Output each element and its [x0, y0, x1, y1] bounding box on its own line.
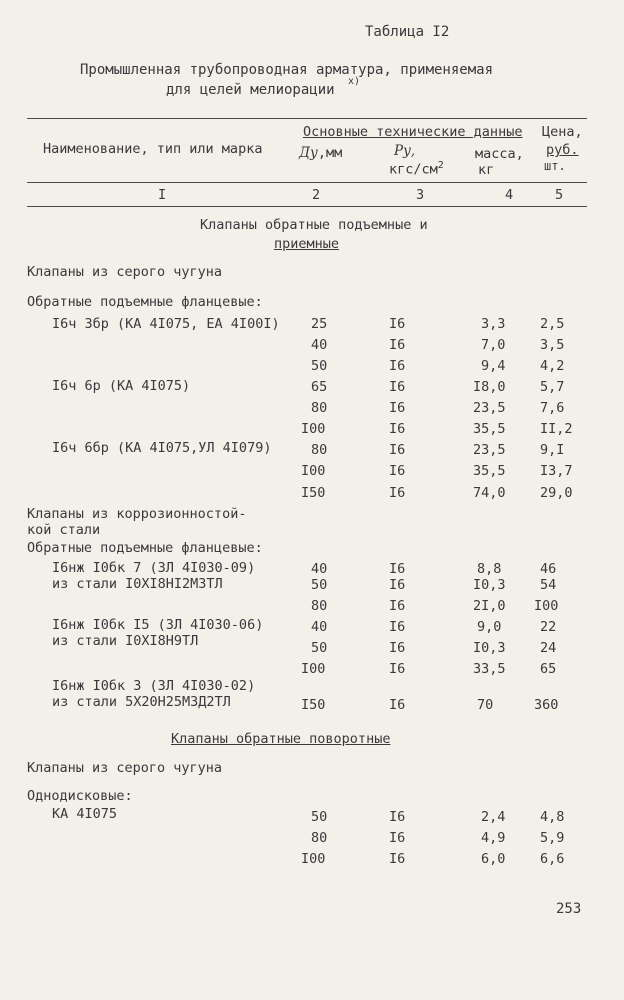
header-py-unit	[389, 160, 444, 178]
table-title-line1: Промышленная трубопроводная арматура, применяемая	[80, 62, 494, 78]
cell-price: 3,5	[540, 337, 565, 353]
cell-mass: 9,4	[481, 358, 506, 374]
cell-price: 9,I	[540, 442, 565, 458]
item-16nzh10bk3-l2: из стали 5X20H25M3Д2TЛ	[52, 694, 231, 710]
cell-mass: 4,9	[481, 830, 506, 846]
table-top-rule	[27, 118, 587, 119]
cell-mass: 2I,0	[473, 598, 506, 614]
header-tech-data: Основные технические данные	[303, 124, 523, 140]
table-label: Таблица I2	[365, 24, 450, 40]
cell-py: I6	[389, 809, 406, 825]
cell-price: 4,8	[540, 809, 565, 825]
cell-py: I6	[389, 619, 406, 635]
cell-price: 6,6	[540, 851, 565, 867]
header-mid-rule	[27, 182, 587, 183]
cell-price: 5,7	[540, 379, 565, 395]
item-16ch3br: I6ч 3бр (КА 4I075, ЕА 4I00I)	[52, 316, 280, 332]
header-price-l1: Цена,	[542, 124, 583, 140]
cell-price: 5,9	[540, 830, 565, 846]
col-number-5: 5	[555, 187, 564, 203]
cell-price: 29,0	[540, 485, 573, 501]
group-corrosion-l1: Клапаны из коррозионностой-	[27, 506, 247, 522]
cell-py: I6	[389, 400, 406, 416]
cell-mass: 35,5	[473, 421, 506, 437]
cell-mass: 23,5	[473, 400, 506, 416]
cell-dy: 65	[311, 379, 328, 395]
cell-price: 46	[540, 561, 557, 577]
cell-py: I6	[389, 358, 406, 374]
header-dy-unit: ,мм	[317, 145, 343, 161]
cell-dy: 80	[311, 400, 328, 416]
section-heading-lift-l1: Клапаны обратные подъемные и	[200, 217, 428, 233]
cell-mass: 2,4	[481, 809, 506, 825]
page-number: 253	[556, 901, 582, 917]
cell-py: I6	[389, 337, 406, 353]
cell-mass: I0,3	[473, 640, 506, 656]
cell-price: 2,5	[540, 316, 565, 332]
cell-price: 7,6	[540, 400, 565, 416]
cell-dy: 40	[311, 561, 328, 577]
cell-mass: 35,5	[473, 463, 506, 479]
cell-py: I6	[389, 421, 406, 437]
cell-py: I6	[389, 561, 406, 577]
section-heading-swing: Клапаны обратные поворотные	[171, 731, 391, 747]
cell-mass: I8,0	[473, 379, 506, 395]
item-16nzh10bk3-l1: I6нж I0бк 3 (ЗЛ 4I030-02)	[52, 678, 256, 694]
cell-mass: 70	[477, 697, 494, 713]
footnote-mark: x)	[348, 76, 361, 87]
item-16ch6br: I6ч 6бр (КА 4I075,УЛ 4I079)	[52, 440, 272, 456]
cell-py: I6	[389, 485, 406, 501]
cell-dy: 40	[311, 619, 328, 635]
cell-price: 22	[540, 619, 557, 635]
cell-dy: 50	[311, 358, 328, 374]
cell-py: I6	[389, 316, 406, 332]
header-mass-l1: масса,	[475, 146, 524, 162]
header-py-unit-text: кгс/см	[389, 161, 438, 178]
cell-dy: 25	[311, 316, 328, 332]
cell-py: I6	[389, 640, 406, 656]
cell-mass: I0,3	[473, 577, 506, 593]
cell-mass: 23,5	[473, 442, 506, 458]
cell-mass: 33,5	[473, 661, 506, 677]
cell-py: I6	[389, 697, 406, 713]
item-16nzh10bk15-l1: I6нж I0бк I5 (ЗЛ 4I030-06)	[52, 617, 264, 633]
cell-price: 54	[540, 577, 557, 593]
group-gray-iron: Клапаны из серого чугуна	[27, 264, 223, 280]
cell-py: I6	[389, 463, 406, 479]
group-gray-iron-2: Клапаны из серого чугуна	[27, 760, 223, 776]
cell-dy: I00	[301, 661, 326, 677]
header-dy-symbol: Ду	[299, 145, 318, 161]
cell-dy: I00	[301, 463, 326, 479]
item-16nzh10bk7-l1: I6нж I0бк 7 (ЗЛ 4I030-09)	[52, 560, 256, 576]
cell-dy: 80	[311, 830, 328, 846]
col-number-3: 3	[416, 187, 425, 203]
cell-mass: 6,0	[481, 851, 506, 867]
cell-dy: I00	[301, 851, 326, 867]
cell-dy: 50	[311, 577, 328, 593]
header-price-l2: руб.	[546, 142, 579, 158]
item-16nzh10bk15-l2: из стали I0XI8H9TЛ	[52, 633, 199, 649]
cell-price: I00	[534, 598, 559, 614]
header-bottom-rule	[27, 206, 587, 207]
col-number-4: 4	[505, 187, 514, 203]
cell-py: I6	[389, 830, 406, 846]
cell-py: I6	[389, 598, 406, 614]
cell-py: I6	[389, 577, 406, 593]
cell-py: I6	[389, 661, 406, 677]
cell-mass: 74,0	[473, 485, 506, 501]
cell-price: 4,2	[540, 358, 565, 374]
header-py-exp: 2	[437, 160, 444, 171]
header-mass-l2: кг	[478, 162, 495, 178]
cell-py: I6	[389, 442, 406, 458]
cell-mass: 3,3	[481, 316, 506, 332]
cell-mass: 8,8	[477, 561, 502, 577]
cell-dy: 50	[311, 809, 328, 825]
cell-dy: 80	[311, 598, 328, 614]
cell-mass: 7,0	[481, 337, 506, 353]
cell-price: 24	[540, 640, 557, 656]
cell-dy: 80	[311, 442, 328, 458]
cell-py: I6	[389, 851, 406, 867]
table-title-line2: для целей мелиорации	[166, 82, 335, 98]
cell-price: II,2	[540, 421, 573, 437]
subgroup-single-disc: Однодисковые:	[27, 788, 133, 804]
group-corrosion-l2: кой стали	[27, 522, 101, 538]
cell-price: I3,7	[540, 463, 573, 479]
item-16nzh10bk7-l2: из стали I0XI8HI2M3TЛ	[52, 576, 223, 592]
cell-dy: I00	[301, 421, 326, 437]
cell-dy: 40	[311, 337, 328, 353]
cell-dy: I50	[301, 485, 326, 501]
col-number-2: 2	[312, 187, 321, 203]
item-16ch6r: I6ч 6р (КА 4I075)	[52, 378, 191, 394]
cell-mass: 9,0	[477, 619, 502, 635]
subgroup-flanged: Обратные подъемные фланцевые:	[27, 294, 263, 310]
col-number-1: I	[158, 187, 167, 203]
cell-dy: I50	[301, 697, 326, 713]
cell-py: I6	[389, 379, 406, 395]
cell-price: 65	[540, 661, 557, 677]
item-ka41075: КА 4I075	[52, 806, 118, 822]
cell-price: 360	[534, 697, 559, 713]
section-heading-lift-l2: приемные	[274, 236, 340, 252]
header-name: Наименование, тип или марка	[43, 141, 263, 157]
header-price-l3: шт.	[544, 159, 566, 173]
header-py-symbol: Ру,	[394, 143, 416, 159]
header-dy	[299, 145, 342, 161]
subgroup-flanged-steel: Обратные подъемные фланцевые:	[27, 540, 263, 556]
cell-dy: 50	[311, 640, 328, 656]
